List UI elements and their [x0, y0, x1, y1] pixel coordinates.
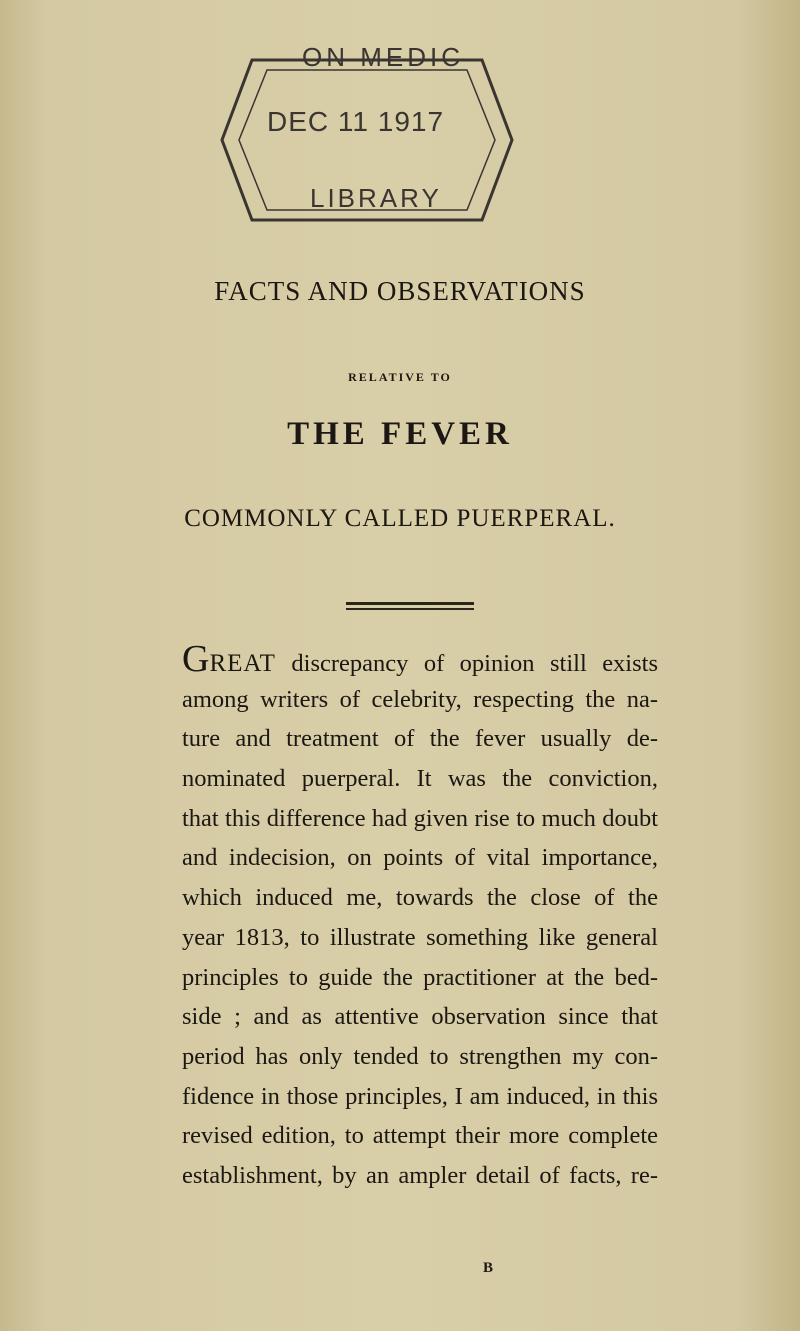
body-line: revised edition, to attempt their more complete: [182, 1122, 658, 1150]
section-divider: [346, 602, 474, 605]
title-line-1: FACTS AND OBSERVATIONS: [214, 276, 586, 306]
title-line-3: THE FEVER: [287, 416, 513, 452]
section-divider-thin: [346, 608, 474, 610]
body-paragraph: [182, 640, 658, 1196]
first-word-rest: REAT: [209, 650, 276, 677]
stamp-date: DEC 11 1917: [267, 106, 445, 137]
body-line: and indecision, on points of vital importance,: [182, 844, 658, 872]
title-line-2: RELATIVE TO: [348, 370, 452, 384]
drop-cap: G: [182, 638, 210, 680]
body-line: which induced me, towards the close of the: [182, 884, 658, 912]
body-line: principles to guide the practitioner at the bed-: [182, 963, 658, 991]
library-stamp: [212, 40, 522, 240]
signature-mark: B: [483, 1260, 494, 1276]
body-line: fidence in those principles, I am induced, in this: [182, 1082, 658, 1110]
body-line: ture and treatment of the fever usually de-: [182, 725, 658, 753]
body-line: period has only tended to strengthen my con-: [182, 1042, 658, 1070]
body-line: side ; and as attentive observation since that: [182, 1003, 658, 1031]
stamp-bottom-text: LIBRARY: [310, 183, 442, 213]
title-line-4: COMMONLY CALLED PUERPERAL.: [184, 505, 616, 532]
body-line: year 1813, to illustrate something like general: [182, 923, 658, 951]
body-line: establishment, by an ampler detail of facts, re-: [182, 1161, 658, 1189]
stamp-top-text: ON MEDIC: [302, 42, 464, 72]
body-line: among writers of celebrity, respecting the na-: [182, 685, 658, 713]
body-line: that this difference had given rise to much doubt: [182, 804, 658, 832]
body-line: GREAT discrepancy of opinion still exists: [182, 638, 658, 680]
body-line: nominated puerperal. It was the conviction,: [182, 765, 658, 793]
